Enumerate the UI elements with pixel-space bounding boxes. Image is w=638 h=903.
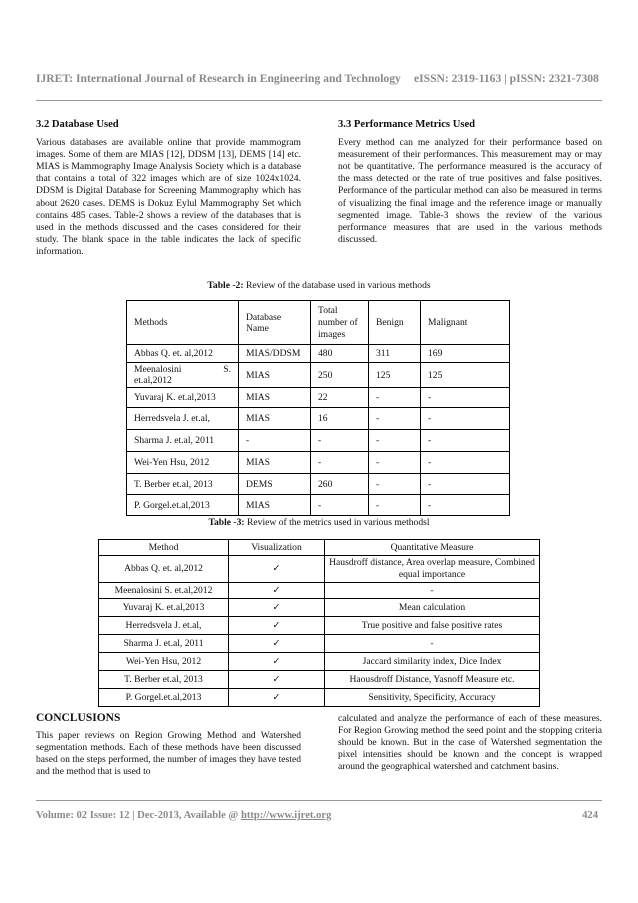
- checkmark-icon: ✓: [229, 635, 325, 653]
- table-row: [127, 408, 510, 430]
- section-conclusions: [36, 712, 301, 778]
- header-cell: Total number of images: [311, 301, 369, 345]
- cell: DEMS: [239, 474, 311, 495]
- cell: 250: [311, 363, 369, 388]
- cell: 480: [311, 345, 369, 363]
- cell: Mean calculation: [325, 599, 540, 617]
- cell: MIAS/DDSM: [239, 345, 311, 363]
- section-body: Various databases are available online that provide mammogram images. Some of them are MIAS [12], DDSM [13], DEMS [14] etc. MIAS is Mammography Image Analysis Society which is a database that contains a total of 322 images which are of size 1024x1024. DDSM is Digital Database for Screening Mammography which has about 2620 cases. DEMS is Dokuz Eylul Mammography Set which contains 485 cases. Table-2 shows a review of the databases that is used in the methods discussed and the cases considered for their study. The blank space in the table indicates the lack of specific information.: [36, 137, 301, 257]
- cell: MIAS: [239, 388, 311, 408]
- cell: Wei-Yen Hsu, 2012: [99, 653, 229, 671]
- page-number: 424: [582, 810, 598, 821]
- header-cell: Malignant: [421, 301, 510, 345]
- table-row: [99, 653, 540, 671]
- cell: -: [311, 495, 369, 516]
- table-row: [127, 474, 510, 495]
- checkmark-icon: ✓: [229, 617, 325, 635]
- section-conclusions-continued: [338, 713, 602, 773]
- table-header-row: [127, 301, 510, 345]
- table-row: [99, 556, 540, 583]
- cell: -: [369, 430, 421, 452]
- cell: -: [325, 635, 540, 653]
- cell: -: [311, 452, 369, 474]
- cell: -: [369, 495, 421, 516]
- cell: Hausdroff distance, Area overlap measure, Combined equal importance: [325, 556, 540, 583]
- cell: P. Gorgel.et.al,2013: [127, 495, 239, 516]
- table-row: [99, 635, 540, 653]
- table-row: [127, 345, 510, 363]
- journal-link[interactable]: http://www.ijret.org: [240, 810, 332, 821]
- cell: 311: [369, 345, 421, 363]
- cell: P. Gorgel.et.al,2013: [99, 689, 229, 707]
- cell: Meenalosini S. et.al,2012: [127, 363, 239, 388]
- cell: Sensitivity, Specificity, Accuracy: [325, 689, 540, 707]
- cell: MIAS: [239, 363, 311, 388]
- cell: -: [369, 452, 421, 474]
- section-heading: CONCLUSIONS: [36, 712, 121, 724]
- cell: MIAS: [239, 408, 311, 430]
- header-cell: Benign: [369, 301, 421, 345]
- cell: Yuvaraj K. et.al,2013: [99, 599, 229, 617]
- database-review-table: [126, 300, 510, 516]
- issn-text: eISSN: 2319-1163 | pISSN: 2321-7308: [414, 72, 599, 85]
- cell: -: [239, 430, 311, 452]
- section-database-used: [36, 119, 301, 258]
- cell: Meenalosini S. et.al,2012: [99, 583, 229, 599]
- checkmark-icon: ✓: [229, 671, 325, 689]
- table-row: [127, 363, 510, 388]
- cell: Jaccard similarity index, Dice Index: [325, 653, 540, 671]
- cell: -: [369, 408, 421, 430]
- header-cell: Visualization: [229, 540, 325, 556]
- cell: 125: [369, 363, 421, 388]
- caption-text: Review of the metrics used in various methodsl: [244, 517, 430, 528]
- table2-caption: [0, 280, 638, 291]
- cell: -: [325, 583, 540, 599]
- cell: Haousdroff Distance, Yasnoff Measure etc.: [325, 671, 540, 689]
- table-row: [99, 617, 540, 635]
- cell: MIAS: [239, 495, 311, 516]
- caption-label: Table -3:: [208, 517, 245, 528]
- cell: MIAS: [239, 452, 311, 474]
- cell: 169: [421, 345, 510, 363]
- cell: -: [421, 474, 510, 495]
- cell: Wei-Yen Hsu, 2012: [127, 452, 239, 474]
- cell: 125: [421, 363, 510, 388]
- header-cell: Database Name: [239, 301, 311, 345]
- table-header-row: [99, 540, 540, 556]
- table3-caption: [0, 517, 638, 528]
- section-heading: 3.2 Database Used: [36, 119, 119, 130]
- checkmark-icon: ✓: [229, 583, 325, 599]
- volume-info: Volume: 02 Issue: 12 | Dec-2013, Available @: [36, 810, 241, 821]
- cell: -: [369, 474, 421, 495]
- cell: Herredsvela J. et.al,: [99, 617, 229, 635]
- cell: 16: [311, 408, 369, 430]
- cell: T. Berber et.al, 2013: [99, 671, 229, 689]
- checkmark-icon: ✓: [229, 653, 325, 671]
- cell: True positive and false positive rates: [325, 617, 540, 635]
- cell: Yuvaraj K. et.al,2013: [127, 388, 239, 408]
- cell: T. Berber et.al, 2013: [127, 474, 239, 495]
- checkmark-icon: ✓: [229, 556, 325, 583]
- table-row: [99, 671, 540, 689]
- cell: Sharma J. et.al, 2011: [99, 635, 229, 653]
- cell: -: [421, 408, 510, 430]
- section-body: calculated and analyze the performance of each of these measures. For Region Growing method the seed point and the stopping criteria should be known. But in the case of Watershed segmentation the pixel intensities should be known and the concept is wrapped around the geographical watershed and catchment basins.: [338, 713, 602, 773]
- section-performance-metrics: [338, 119, 602, 246]
- page-footer: [36, 810, 602, 821]
- cell: -: [311, 430, 369, 452]
- section-heading: 3.3 Performance Metrics Used: [338, 119, 476, 130]
- cell: Abbas Q. et. al,2012: [99, 556, 229, 583]
- header-cell: Methods: [127, 301, 239, 345]
- cell: -: [421, 388, 510, 408]
- cell: 22: [311, 388, 369, 408]
- footer-rule: [36, 800, 602, 801]
- header-cell: Method: [99, 540, 229, 556]
- caption-text: Review of the database used in various methods: [243, 280, 431, 291]
- table-row: [127, 452, 510, 474]
- caption-label: Table -2:: [207, 280, 244, 291]
- section-body: This paper reviews on Region Growing Method and Watershed segmentation methods. Each of these methods have been discussed based on the steps performed, the number of images they have tested and the method that is used to: [36, 730, 301, 778]
- table-row: [99, 689, 540, 707]
- section-body: Every method can me analyzed for their performance based on measurement of their performances. This measurement may or may not be quantitative. The performance measured is the accuracy of the mass detected or the rate of true positives and false positives. Performance of the particular method can also be measured in terms of visualizing the final image and the reference image or manually segmented image. Table-3 shows the review of the various performance measures that are used in the various methods discussed.: [338, 137, 602, 245]
- table-row: [99, 599, 540, 617]
- metrics-review-table: [98, 539, 540, 707]
- cell: -: [369, 388, 421, 408]
- page-header: [36, 72, 602, 85]
- table-row: [99, 583, 540, 599]
- header-cell: Quantitative Measure: [325, 540, 540, 556]
- table-row: [127, 388, 510, 408]
- checkmark-icon: ✓: [229, 689, 325, 707]
- table-row: [127, 495, 510, 516]
- table-row: [127, 430, 510, 452]
- cell: -: [421, 452, 510, 474]
- cell: Sharma J. et.al, 2011: [127, 430, 239, 452]
- cell: -: [421, 430, 510, 452]
- cell: -: [421, 495, 510, 516]
- journal-title: IJRET: International Journal of Research in Engineering and Technology: [36, 72, 401, 85]
- checkmark-icon: ✓: [229, 599, 325, 617]
- cell: Herredsvela J. et.al,: [127, 408, 239, 430]
- header-rule: [36, 100, 602, 101]
- cell: Abbas Q. et. al,2012: [127, 345, 239, 363]
- cell: 260: [311, 474, 369, 495]
